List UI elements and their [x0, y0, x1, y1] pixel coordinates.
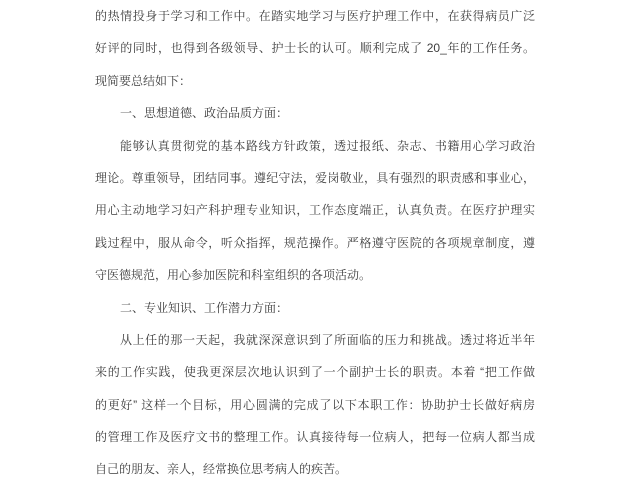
text-line: 践过程中，服从命令，听众指挥，规范操作。严格遵守医院的各项规章制度，遵 [95, 235, 535, 250]
text-line: 一、思想道德、政治品质方面： [120, 106, 289, 121]
text-line: 能够认真贯彻党的基本路线方针政策，透过报纸、杂志、书籍用心学习政治 [120, 138, 535, 153]
text-line: 好评的同时，也得到各级领导、护士长的认可。顺利完成了 20_年的工作任务。 [95, 41, 535, 56]
text-line: 自己的朋友、亲人，经常换位思考病人的疾苦。 [95, 462, 348, 477]
text-line: 来的工作实践，使我更深层次地认识到了一个副护士长的职责。本着 “把工作做 [95, 365, 535, 380]
text-line: 从上任的那一天起，我就深深意识到了所面临的压力和挑战。透过将近半年 [120, 332, 535, 347]
text-line: 的更好” 这样一个目标，用心圆满的完成了以下本职工作：协助护士长做好病房 [95, 397, 535, 412]
text-line: 守医德规范，用心参加医院和科室组织的各项活动。 [95, 268, 372, 283]
text-line: 用心主动地学习妇产科护理专业知识，工作态度端正，认真负责。在医疗护理实 [95, 203, 535, 218]
text-line: 的热情投身于学习和工作中。在踏实地学习与医疗护理工作中，在获得病员广泛 [95, 9, 535, 23]
text-line: 理论。尊重领导，团结同事。遵纪守法，爱岗敬业，具有强烈的职责感和事业心， [95, 170, 535, 185]
text-line: 现简要总结如下： [95, 73, 192, 88]
text-line: 二、专业知识、工作潜力方面： [120, 300, 289, 315]
document-text-block [95, 0, 535, 486]
text-line: 的管理工作及医疗文书的整理工作。认真接待每一位病人，把每一位病人都当成 [95, 430, 535, 445]
